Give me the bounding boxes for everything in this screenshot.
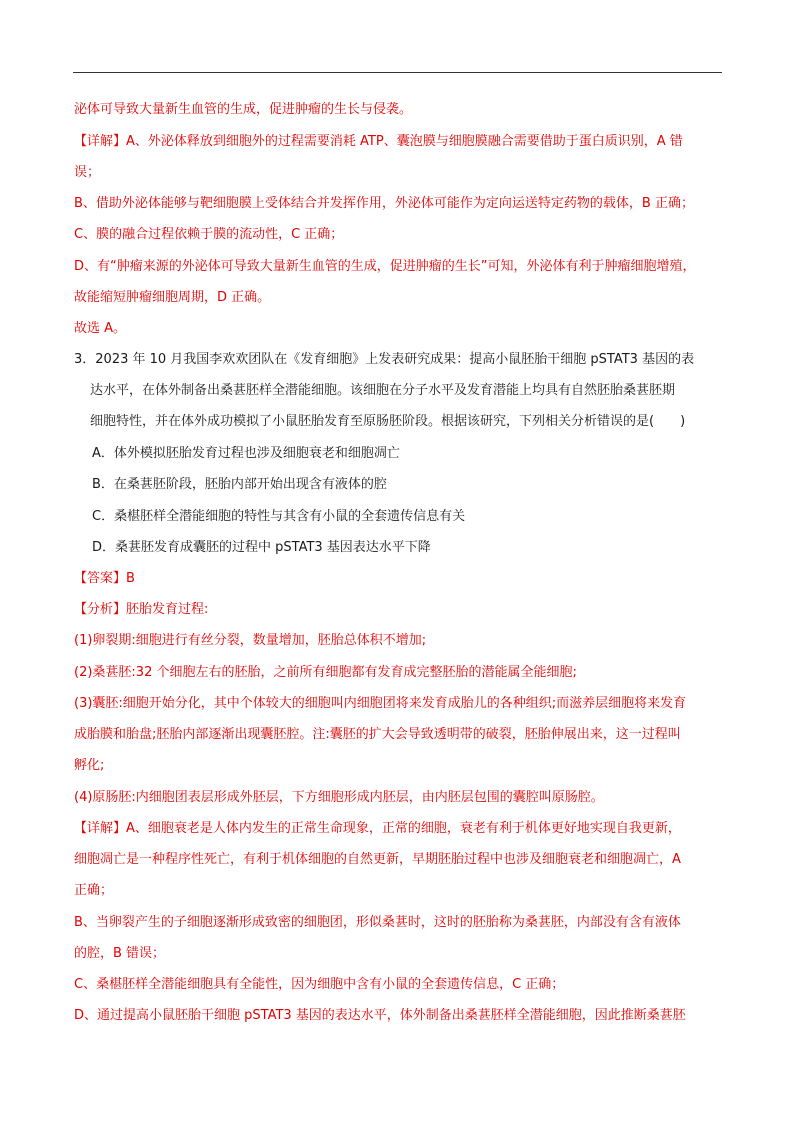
detail-line: 正确；: [74, 883, 114, 898]
detail-line: 细胞凋亡是一种程序性死亡，有利于机体细胞的自然更新，早期胚胎过程中也涉及细胞衰老和细胞凋亡，A: [74, 852, 681, 867]
question-stem: 3．2023 年 10 月我国李欢欢团队在《发育细胞》上发表研究成果：提高小鼠胚胎干细胞 pSTAT3 基因的表: [74, 352, 695, 367]
detail-line: B、当卵裂产生的子细胞逐渐形成致密的细胞团，形似桑葚时，这时的胚胎称为桑葚胚，内部没有含有液体: [74, 915, 681, 930]
detail-line: C、桑椹胚样全潜能细胞具有全能性，因为细胞中含有小鼠的全套遗传信息，C 正确；: [74, 977, 565, 992]
analysis-line: 成胎膜和胎盘;胚胎内部逐渐出现囊胚腔。注:囊胚的扩大会导致透明带的破裂，胚胎伸展出来，这一过程叫: [74, 727, 681, 742]
answer: 【答案】B: [74, 571, 135, 586]
text-line: 泌体可导致大量新生血管的生成，促进肿瘤的生长与侵袭。: [74, 102, 413, 117]
text-line: 误；: [74, 165, 101, 180]
option-c: C．桑椹胚样全潜能细胞的特性与其含有小鼠的全套遗传信息有关: [92, 509, 466, 524]
text-line: 故选 A。: [74, 321, 127, 336]
detail-line: 【详解】A、细胞衰老是人体内发生的正常生命现象，正常的细胞，衰老有利于机体更好地实现自我更新，: [74, 821, 681, 836]
text-line: 故能缩短肿瘤细胞周期，D 正确。: [74, 290, 271, 305]
option-b: B．在桑葚胚阶段，胚胎内部开始出现含有液体的腔: [92, 477, 387, 492]
text-line: C、膜的融合过程依赖于膜的流动性，C 正确；: [74, 227, 344, 242]
text-line: D、有“肿瘤来源的外泌体可导致大量新生血管的生成，促进肿瘤的生长”可知，外泌体有利于肿瘤细胞增殖，: [74, 259, 696, 274]
text-line: 【详解】A、外泌体释放到细胞外的过程需要消耗 ATP、囊泡膜与细胞膜融合需要借助于蛋白质识别，A 错: [74, 134, 683, 149]
question-stem: 达水平，在体外制备出桑葚胚样全潜能细胞。该细胞在分子水平及发育潜能上均具有自然胚胎桑葚胚期: [90, 383, 676, 398]
option-a: A．体外模拟胚胎发育过程也涉及细胞衰老和细胞凋亡: [92, 446, 400, 461]
analysis-line: 孵化;: [74, 758, 105, 773]
analysis-line: (2)桑葚胚:32 个细胞左右的胚胎，之前所有细胞都有发育成完整胚胎的潜能属全能细胞;: [74, 665, 577, 680]
option-d: D．桑葚胚发育成囊胚的过程中 pSTAT3 基因表达水平下降: [92, 540, 431, 555]
question-stem: 细胞特性，并在体外成功模拟了小鼠胚胎发育至原肠胚阶段。根据该研究，下列相关分析错误的是( ): [90, 414, 686, 429]
analysis-heading: 【分析】胚胎发育过程:: [74, 602, 209, 617]
analysis-line: (4)原肠胚:内细胞团表层形成外胚层，下方细胞形成内胚层，由内胚层包围的囊腔叫原肠腔。: [74, 790, 604, 805]
detail-line: 的腔，B 错误；: [74, 946, 166, 961]
text-line: B、借助外泌体能够与靶细胞膜上受体结合并发挥作用，外泌体可能作为定向运送特定药物的载体，B 正确；: [74, 196, 694, 211]
detail-line: D、通过提高小鼠胚胎干细胞 pSTAT3 基因的表达水平，体外制备出桑葚胚样全潜能细胞，因此推断桑葚胚: [74, 1008, 686, 1023]
analysis-line: (1)卵裂期:细胞进行有丝分裂，数量增加，胚胎总体积不增加;: [74, 633, 427, 648]
header-rule: [73, 72, 722, 73]
analysis-line: (3)囊胚:细胞开始分化，其中个体较大的细胞叫内细胞团将来发育成胎儿的各种组织;而滋养层细胞将来发育: [74, 696, 687, 711]
